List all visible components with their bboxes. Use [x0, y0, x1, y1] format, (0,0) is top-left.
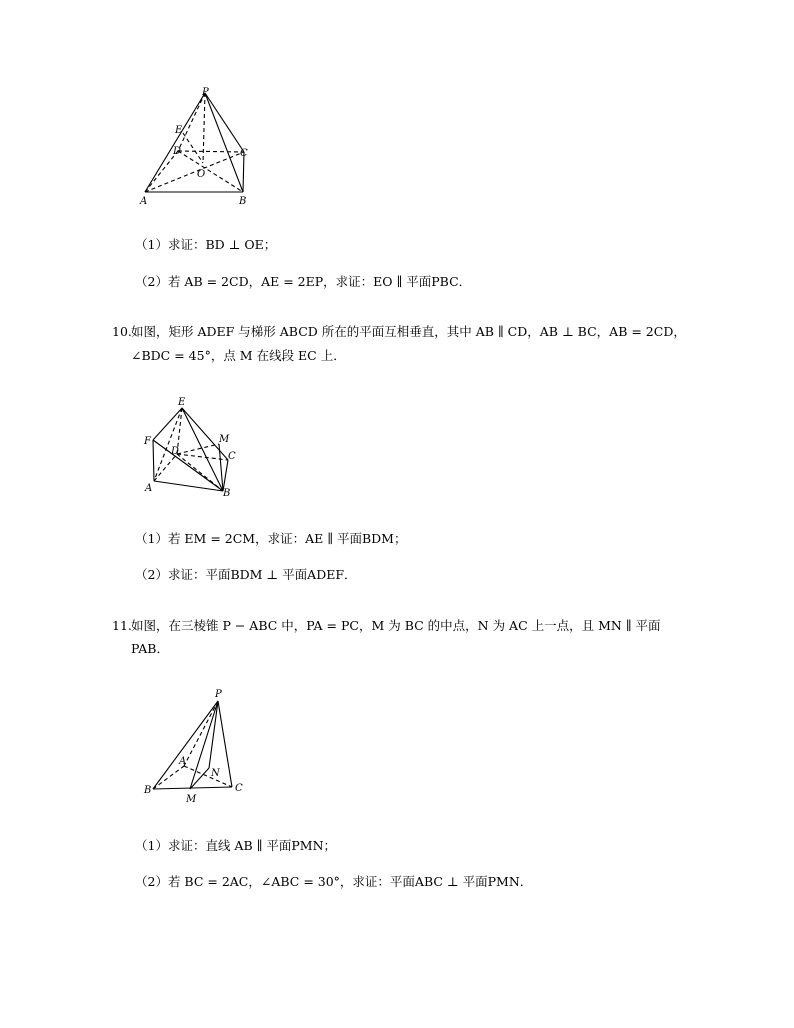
figure-label-b: B [144, 785, 152, 796]
figure-label-a: A [145, 483, 153, 494]
q10-number: 10. [112, 324, 132, 339]
figure-label-m: M [219, 434, 230, 445]
figure-tetrahedron-pabc [140, 683, 250, 808]
q9-part2: （2）若 AB = 2CD，AE = 2EP，求证：EO ∥ 平面PBC． [135, 274, 472, 289]
figure-label-a: A [140, 196, 148, 207]
figure-label-m: M [186, 794, 197, 805]
figure-label-n: N [211, 768, 220, 779]
figure-label-d: D [173, 146, 182, 157]
figure-label-c: C [228, 451, 236, 462]
figure-label-c: C [235, 783, 243, 794]
figure-pyramid-pabcd [130, 85, 270, 210]
figure-label-a: A [179, 756, 187, 767]
q11-stem-line2: PAB． [131, 641, 169, 656]
q10-part2: （2）求证：平面BDM ⊥ 平面ADEF． [135, 567, 357, 582]
q11-stem-line1: 如图，在三棱锥 P − ABC 中，PA = PC，M 为 BC 的中点，N 为 AC 上一点，且 MN ∥ 平面 [131, 618, 661, 633]
figure-label-c: C [240, 148, 248, 159]
figure-label-b: B [239, 196, 247, 207]
figure-label-p: P [202, 87, 209, 98]
q10-part1: （1）若 EM = 2CM，求证：AE ∥ 平面BDM； [135, 531, 407, 546]
figure-label-f: F [144, 436, 151, 447]
figure-label-b: B [223, 488, 231, 499]
figure-label-p: P [215, 689, 222, 700]
q11-number: 11. [112, 618, 132, 633]
figure-label-o: O [197, 169, 206, 180]
figure-solid-adef-abcd [140, 393, 250, 503]
q11-part2: （2）若 BC = 2AC，∠ABC = 30°，求证：平面ABC ⊥ 平面PMN． [135, 874, 533, 889]
q10-stem-line1: 如图，矩形 ADEF 与梯形 ABCD 所在的平面互相垂直，其中 AB ∥ CD，AB ⊥ BC，AB = 2CD， [131, 324, 686, 339]
q9-part1: （1）求证：BD ⊥ OE； [135, 237, 277, 252]
q11-part1: （1）求证：直线 AB ∥ 平面PMN； [135, 838, 337, 853]
figure-label-d: D [171, 446, 180, 457]
figure-label-e: E [175, 125, 183, 136]
figure-label-e: E [178, 397, 186, 408]
q10-stem-line2: ∠BDC = 45°，点 M 在线段 EC 上． [131, 348, 346, 363]
